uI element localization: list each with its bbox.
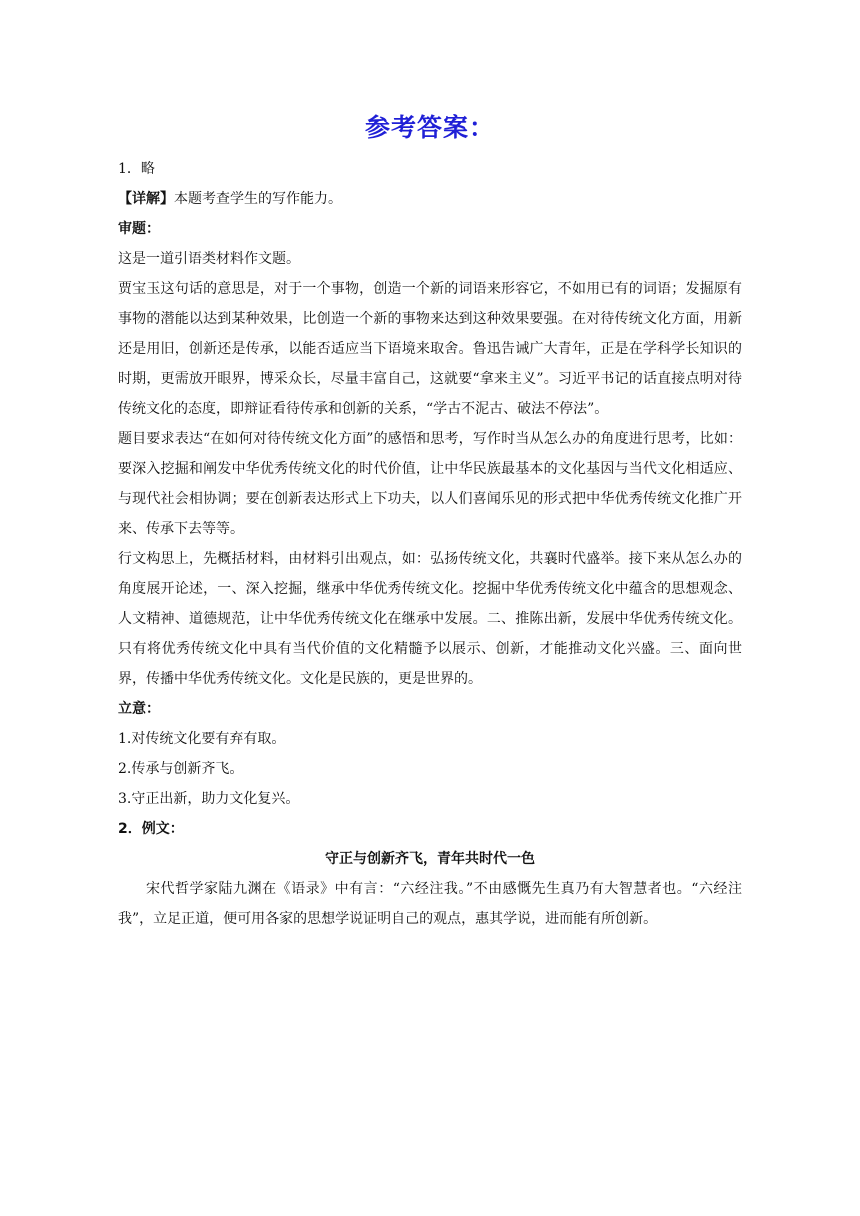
intent-item: 1.对传统文化要有弃有取。 — [118, 731, 286, 747]
detail-tag: 【详解】 — [118, 191, 174, 207]
review-paragraph: 行文构思上，先概括材料，由材料引出观点，如：弘扬传统文化，共襄时代盛举。接下来从怎么办的角度展开论述，一、深入挖掘，继承中华优秀传统文化。挖掘中华优秀传统文化中蕴含的思想观念、人文精神、道德规范，让中华优秀传统文化在继承中发展。二、推陈出新，发展中华优秀传统文化。只有将优秀传统文化中具有当代价值的文化精髓予以展示、创新，才能推动文化兴盛。三、面向世界，传播中华优秀传统文化。文化是民族的，更是世界的。 — [118, 551, 742, 687]
question-1-number: 1．略 — [118, 161, 155, 177]
intent-item: 2.传承与创新齐飞。 — [118, 761, 244, 777]
intent-heading: 立意： — [118, 701, 160, 717]
review-paragraph: 贾宝玉这句话的意思是，对于一个事物，创造一个新的词语来形容它，不如用已有的词语；发掘原有事物的潜能以达到某种效果，比创造一个新的事物来达到这种效果要强。在对待传统文化方面，用新还是用旧，创新还是传承，以能否适应当下语境来取舍。鲁迅告诫广大青年，正是在学科学长知识的时期，更需放开眼界，博采众长，尽量丰富自己，这就要“拿来主义”。习近平书记的话直接点明对待传统文化的态度，即辩证看待传承和创新的关系，“学古不泥古、破法不停法”。 — [118, 281, 742, 417]
review-paragraph: 这是一道引语类材料作文题。 — [118, 251, 300, 267]
intent-item: 3.守正出新，助力文化复兴。 — [118, 791, 300, 807]
review-heading: 审题： — [118, 221, 160, 237]
review-paragraph: 题目要求表达“在如何对待传统文化方面”的感悟和思考，写作时当从怎么办的角度进行思考，比如：要深入挖掘和阐发中华优秀传统文化的时代价值，让中华民族最基本的文化基因与当代文化相适应、与现代社会相协调；要在创新表达形式上下功夫，以人们喜闻乐见的形式把中华优秀传统文化推广开来、传承下去等等。 — [118, 431, 742, 537]
question-2-heading: 2．例文： — [118, 821, 184, 837]
question-1-detail — [118, 184, 742, 214]
detail-text: 本题考查学生的写作能力。 — [174, 191, 342, 207]
essay-title: 守正与创新齐飞，青年共时代一色 — [325, 851, 535, 867]
document-page — [118, 104, 742, 934]
essay-paragraph: 宋代哲学家陆九渊在《语录》中有言：“六经注我。”不由感慨先生真乃有大智慧者也。“六经注我”，立足正道，便可用各家的思想学说证明自己的观点，惠其学说，进而能有所创新。 — [118, 881, 742, 927]
page-title: 参考答案： — [364, 113, 495, 142]
